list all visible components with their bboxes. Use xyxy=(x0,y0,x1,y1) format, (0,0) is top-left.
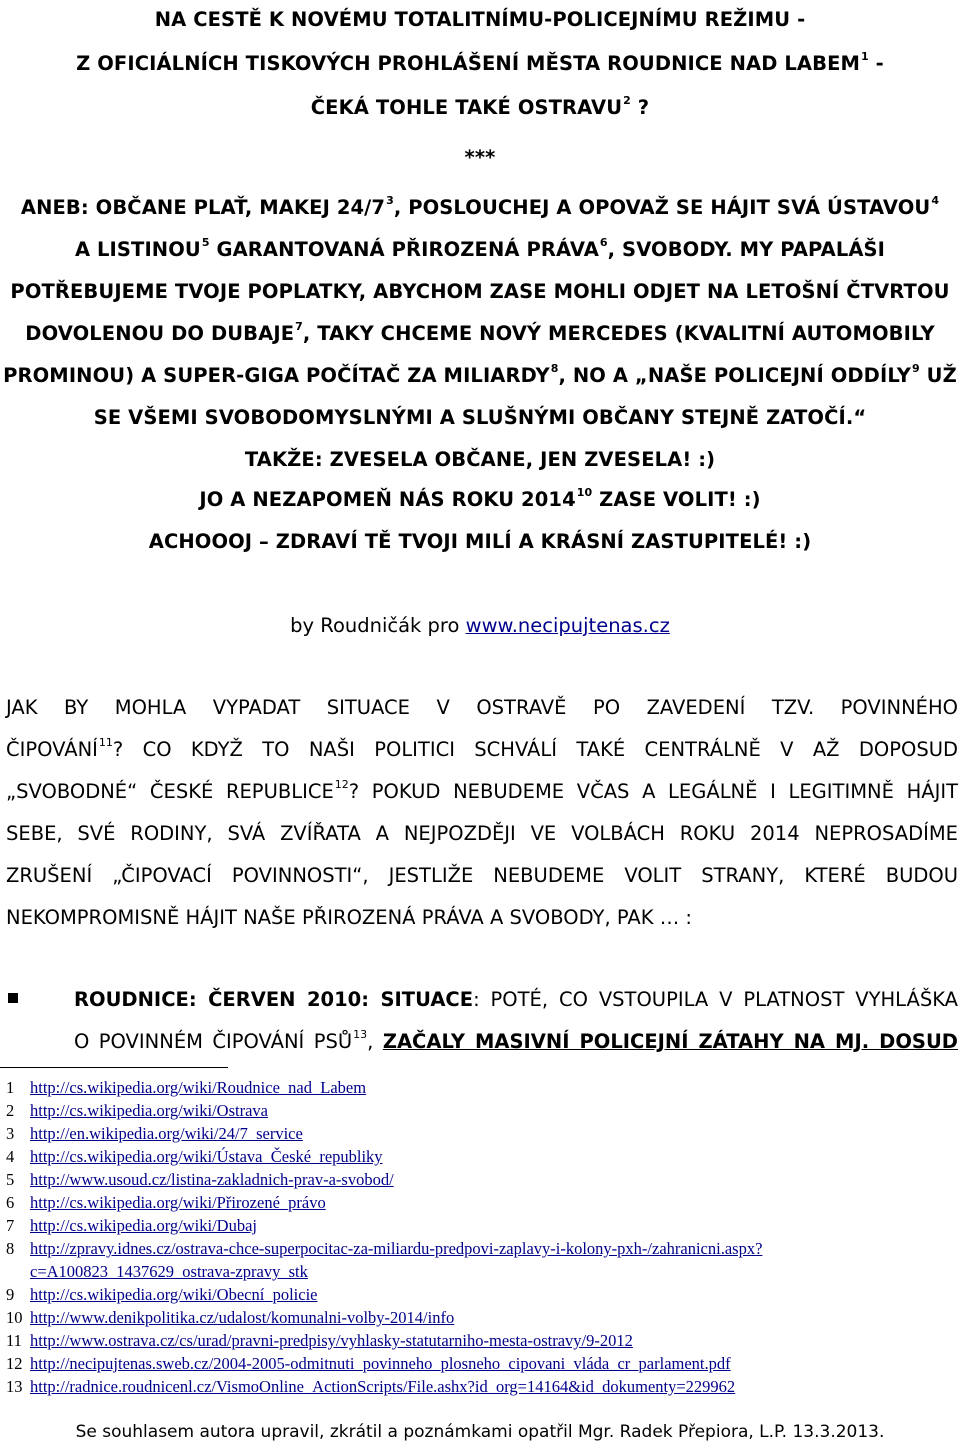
footnote-item xyxy=(6,1101,268,1121)
heading-line-1 xyxy=(0,196,960,219)
footnote-item xyxy=(6,1124,303,1144)
body-text: NEKOMPROMISNĚ HÁJIT NAŠE PŘIROZENÁ PRÁVA A SVOBODY, PAK … : xyxy=(6,906,692,929)
title-text-2: Z OFICIÁLNÍCH TISKOVÝCH PROHLÁŠENÍ MĚSTA ROUDNICE NAD LABEM xyxy=(76,52,860,75)
bullet-text: : POTÉ, CO VSTOUPILA V PLATNOST VYHLÁŠKA xyxy=(473,988,958,1011)
body-text: ČIPOVÁNÍ xyxy=(6,738,98,761)
heading-text: , POSLOUCHEJ A OPOVAŽ SE HÁJIT SVÁ ÚSTAVOU xyxy=(393,196,931,219)
footnote-number: 9 xyxy=(6,1285,15,1304)
footnote-link[interactable]: http://cs.wikipedia.org/wiki/Dubaj xyxy=(30,1216,258,1235)
footnote-number: 1 xyxy=(6,1078,15,1097)
footnote-link[interactable]: http://cs.wikipedia.org/wiki/Ústava_České_republiky xyxy=(30,1147,383,1166)
footer-credit xyxy=(0,1422,960,1442)
body-line-3 xyxy=(6,780,958,803)
heading-text: , TAKY CHCEME NOVÝ MERCEDES (KVALITNÍ AUTOMOBILY xyxy=(302,322,935,345)
body-line-1 xyxy=(6,696,958,719)
footnote-link[interactable]: http://www.denikpolitika.cz/udalost/komunalni-volby-2014/info xyxy=(30,1308,455,1327)
footnote-link[interactable]: http://www.ostrava.cz/cs/urad/pravni-predpisy/vyhlasky-statutarniho-mesta-ostravy/9-2012 xyxy=(30,1331,633,1350)
footnote-item xyxy=(6,1285,317,1305)
footnote-item xyxy=(6,1354,731,1374)
heading-text: POTŘEBUJEME TVOJE POPLATKY, ABYCHOM ZASE MOHLI ODJET NA LETOŠNÍ ČTVRTOU xyxy=(10,280,950,303)
footnote-number: 8 xyxy=(6,1239,15,1258)
heading-line-3 xyxy=(0,280,960,303)
bullet-text: , xyxy=(367,1030,383,1053)
footnote-item xyxy=(6,1308,454,1328)
heading-text: PROMINOU) A SUPER-GIGA POČÍTAČ ZA MILIARDY xyxy=(3,364,550,387)
body-text: „SVOBODNÉ“ ČESKÉ REPUBLICE xyxy=(6,780,334,803)
heading-text: GARANTOVANÁ PŘIROZENÁ PRÁVA xyxy=(209,238,599,261)
footnote-item xyxy=(6,1078,366,1098)
body-text: ? POKUD NEBUDEME VČAS A LEGÁLNĚ I LEGITIMNĚ HÁJIT xyxy=(348,780,958,803)
footnote-item xyxy=(6,1377,735,1397)
footnote-number: 3 xyxy=(6,1124,15,1143)
footnote-number: 13 xyxy=(6,1377,23,1396)
footnote-number: 2 xyxy=(6,1101,15,1120)
separator-text: *** xyxy=(464,146,496,169)
footnote-link[interactable]: http://cs.wikipedia.org/wiki/Obecní_policie xyxy=(30,1285,318,1304)
footnote-item-continued xyxy=(6,1262,308,1282)
footnote-number: 10 xyxy=(6,1308,23,1327)
footnote-link[interactable]: http://cs.wikipedia.org/wiki/Roudnice_nad_Labem xyxy=(30,1078,367,1097)
heading-line-9 xyxy=(0,530,960,553)
footnote-item xyxy=(6,1193,326,1213)
footnote-item xyxy=(6,1239,762,1259)
footnote-ref: 11 xyxy=(98,736,113,749)
title-text-1: NA CESTĚ K NOVÉMU TOTALITNÍMU-POLICEJNÍMU REŽIMU - xyxy=(154,8,806,31)
footnote-link[interactable]: http://cs.wikipedia.org/wiki/Přirozené_právo xyxy=(30,1193,326,1212)
footnote-link[interactable]: http://radnice.roudnicenl.cz/VismoOnline_ActionScripts/File.ashx?id_org=14164&id_dokumenty=229962 xyxy=(30,1377,736,1396)
bullet-bold-underlined-text: ZAČALY MASIVNÍ POLICEJNÍ ZÁTAHY NA MJ. DOSUD xyxy=(382,1030,958,1053)
heading-text: SE VŠEMI SVOBODOMYSLNÝMI A SLUŠNÝMI OBČANY STEJNĚ ZATOČÍ.“ xyxy=(93,406,867,429)
footnote-number: 11 xyxy=(6,1331,22,1350)
footnote-ref: 4 xyxy=(931,194,940,207)
footnote-ref: 10 xyxy=(576,486,593,499)
title-tail-2: - xyxy=(868,52,884,75)
heading-text: , SVOBODY. MY PAPALÁŠI xyxy=(607,238,886,261)
footnote-ref: 13 xyxy=(353,1028,368,1041)
heading-text: ACHOOOJ – ZDRAVÍ TĚ TVOJI MILÍ A KRÁSNÍ ZASTUPITELÉ! :) xyxy=(148,530,812,553)
footnote-item xyxy=(6,1216,257,1236)
heading-text: JO A NEZAPOMEŇ NÁS ROKU 2014 xyxy=(199,488,576,511)
footnote-ref: 8 xyxy=(550,362,559,375)
heading-line-4 xyxy=(0,322,960,345)
footnote-number: 6 xyxy=(6,1193,15,1212)
body-text: JAK BY MOHLA VYPADAT SITUACE V OSTRAVĚ PO ZAVEDENÍ TZV. POVINNÉHO xyxy=(6,696,958,719)
footnote-link[interactable]: http://en.wikipedia.org/wiki/24/7_service xyxy=(30,1124,303,1143)
footnote-ref: 1 xyxy=(861,50,869,63)
footer-text: Se souhlasem autora upravil, zkrátil a poznámkami opatřil Mgr. Radek Přepiora, L.P. 13.3.2013. xyxy=(75,1422,885,1442)
body-line-5 xyxy=(6,864,958,887)
bullet-line-1 xyxy=(74,988,958,1011)
bullet-line-2 xyxy=(74,1030,958,1053)
footnote-item xyxy=(6,1331,633,1351)
body-text: ? CO KDYŽ TO NAŠI POLITICI SCHVÁLÍ TAKÉ CENTRÁLNĚ V AŽ DOPOSUD xyxy=(112,738,958,761)
footnote-link[interactable]: http://zpravy.idnes.cz/ostrava-chce-superpocitac-za-miliardu-predpovi-zaplavy-i-kolony-pxh-/zahranicni.aspx? xyxy=(30,1239,763,1258)
footnote-item xyxy=(6,1170,394,1190)
body-line-6 xyxy=(6,906,958,929)
byline xyxy=(0,614,960,637)
footnote-separator xyxy=(0,1067,228,1068)
bullet-text: O POVINNÉM ČIPOVÁNÍ PSŮ xyxy=(74,1030,353,1053)
footnote-number: 5 xyxy=(6,1170,15,1189)
heading-line-5 xyxy=(0,364,960,387)
bullet-bold-text: ROUDNICE: ČERVEN 2010: SITUACE xyxy=(74,988,474,1011)
footnote-number: 12 xyxy=(6,1354,23,1373)
footnote-ref: 9 xyxy=(912,362,920,375)
footnote-number: 7 xyxy=(6,1216,15,1235)
footnote-link[interactable]: http://necipujtenas.sweb.cz/2004-2005-odmitnuti_povinneho_plosneho_cipovani_vláda_cr_parlament.pdf xyxy=(30,1354,731,1373)
heading-text: ZASE VOLIT! :) xyxy=(592,488,761,511)
heading-text: A LISTINOU xyxy=(74,238,201,261)
title-line-1 xyxy=(0,8,960,31)
heading-line-8 xyxy=(0,488,960,511)
title-line-3 xyxy=(0,96,960,119)
footnote-ref: 3 xyxy=(386,194,394,207)
website-link[interactable]: www.necipujtenas.cz xyxy=(465,614,670,637)
heading-line-6 xyxy=(0,406,960,429)
footnote-ref: 7 xyxy=(295,320,303,333)
footnote-link[interactable]: http://www.usoud.cz/listina-zakladnich-prav-a-svobod/ xyxy=(30,1170,394,1189)
heading-text: UŽ xyxy=(919,364,957,387)
title-separator xyxy=(0,146,960,169)
heading-text: , NO A „NAŠE POLICEJNÍ ODDÍLY xyxy=(558,364,912,387)
footnote-link[interactable]: http://cs.wikipedia.org/wiki/Ostrava xyxy=(30,1101,268,1120)
footnote-link-continued[interactable]: c=A100823_1437629_ostrava-zpravy_stk xyxy=(30,1262,308,1281)
body-text: SEBE, SVÉ RODINY, SVÁ ZVÍŘATA A NEJPOZDĚJI VE VOLBÁCH ROKU 2014 NEPROSADÍME xyxy=(6,822,958,845)
body-text: ZRUŠENÍ „ČIPOVACÍ POVINNOSTI“, JESTLIŽE NEBUDEME VOLIT STRANY, KTERÉ BUDOU xyxy=(6,864,958,887)
title-text-3: ČEKÁ TOHLE TAKÉ OSTRAVU xyxy=(310,96,623,119)
heading-line-7 xyxy=(0,448,960,471)
footnote-ref: 2 xyxy=(623,94,631,107)
byline-text: by Roudničák pro xyxy=(290,614,466,637)
heading-text: DOVOLENOU DO DUBAJE xyxy=(25,322,295,345)
footnote-ref: 12 xyxy=(334,778,349,791)
footnote-ref: 5 xyxy=(201,236,210,249)
footnote-ref: 6 xyxy=(599,236,608,249)
footnote-item xyxy=(6,1147,383,1167)
heading-text: ANEB: OBČANE PLAŤ, MAKEJ 24/7 xyxy=(20,196,386,219)
title-line-2 xyxy=(0,52,960,75)
heading-line-2 xyxy=(0,238,960,261)
bullet-square-icon xyxy=(8,993,18,1003)
heading-text: TAKŽE: ZVESELA OBČANE, JEN ZVESELA! :) xyxy=(244,448,716,471)
body-line-2 xyxy=(6,738,958,761)
title-tail-3: ? xyxy=(630,96,650,119)
footnote-number: 4 xyxy=(6,1147,15,1166)
body-line-4 xyxy=(6,822,958,845)
